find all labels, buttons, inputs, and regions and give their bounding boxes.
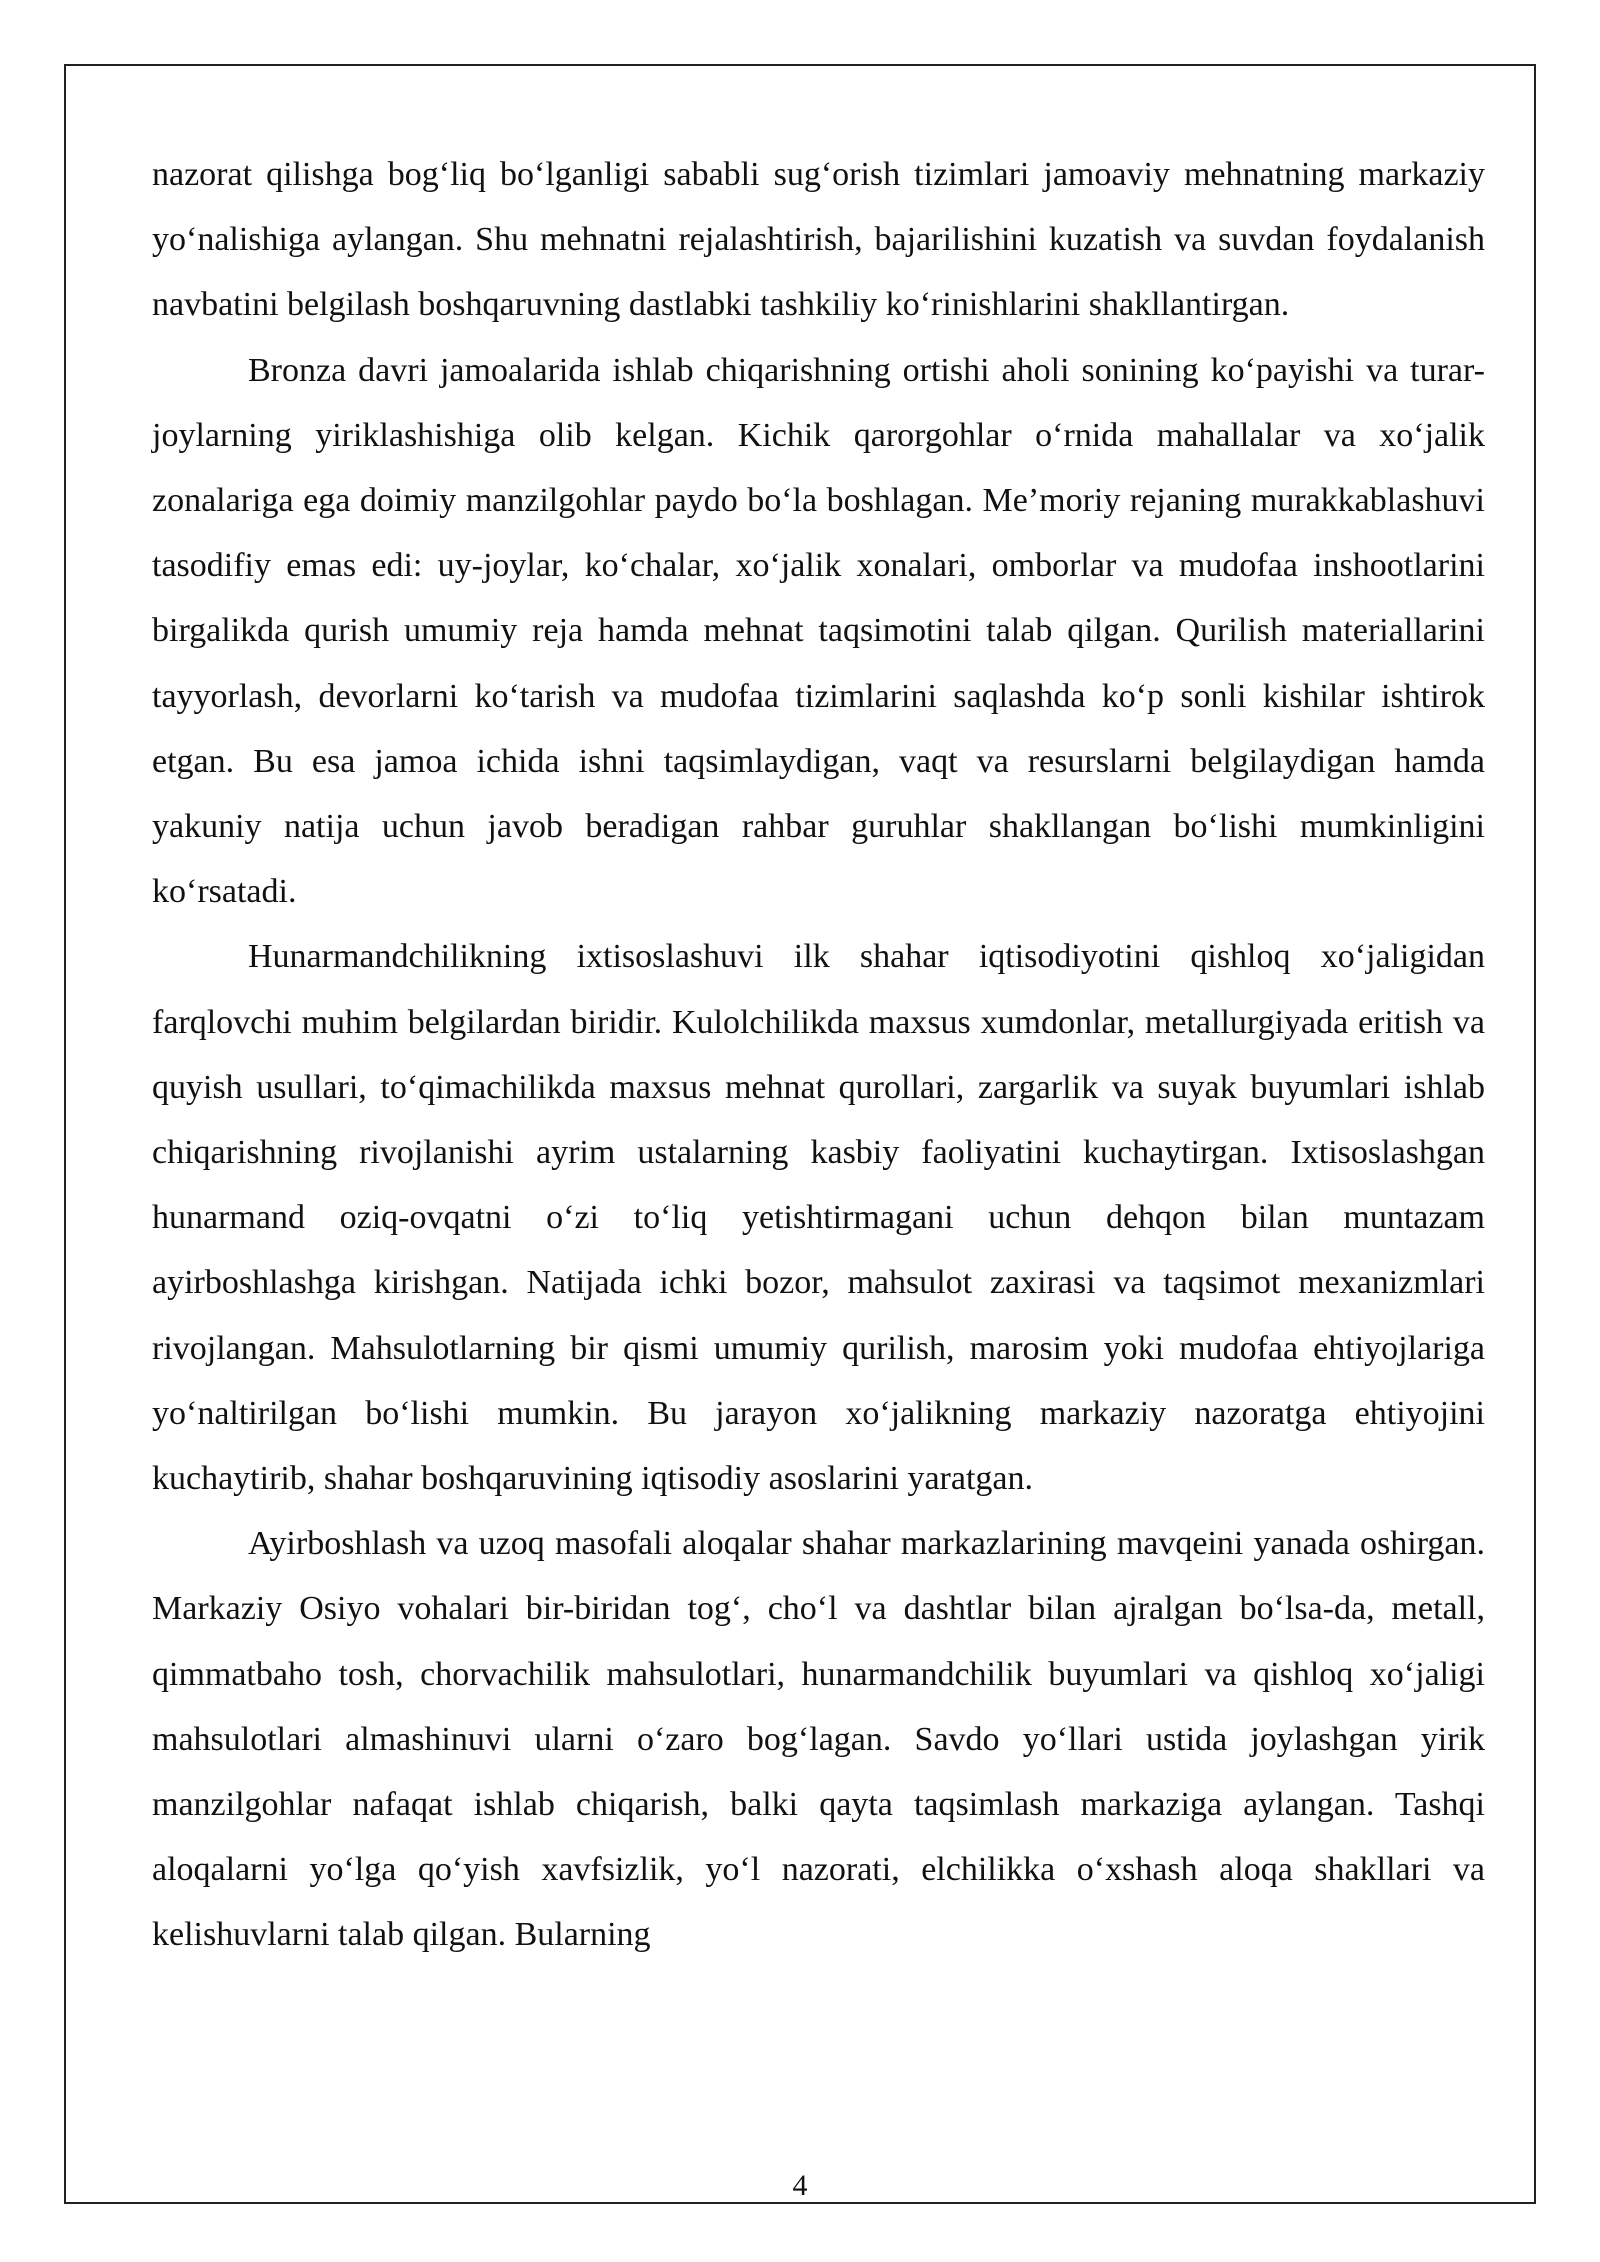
page-number: 4 [792,2169,808,2202]
paragraph-craft-specialization: Hunarmandchilikning ixtisoslashuvi ilk shahar iqtisodiyotini qishloq xo‘jaligidan farqlovchi muhim belgilardan biridir. Kulolchilikda maxsus xumdonlar, metallurgiyada eritish va quyish usullari, to‘qimachilikda maxsus mehnat qurollari, zargarlik va suyak buyumlari ishlab chiqarishning rivojlanishi ayrim ustalarning kasbiy faoliyatini kuchaytirgan. Ixtisoslashgan hunarmand oziq-ovqatni o‘zi to‘liq yetishtirmagani uchun dehqon bilan muntazam ayirboshlashga kirishgan. Natijada ichki bozor, mahsulot zaxirasi va taqsimot mexanizmlari rivojlangan. Mahsulotlarning bir qismi umumiy qurilish, marosim yoki mudofaa ehtiyojlariga yo‘naltirilgan bo‘lishi mumkin. Bu jarayon xo‘jalikning markaziy nazoratga ehtiyojini kuchaytirib, shahar boshqaruvining iqtisodiy asoslarini yaratgan. [152,938,1485,1498]
paragraph-continuation: nazorat qilishga bog‘liq bo‘lganligi sababli sug‘orish tizimlari jamoaviy mehnatning markaziy yo‘nalishiga aylangan. Shu mehnatni rejalashtirish, bajarilishini kuzatish va suvdan foydalanish navbatini belgilash boshqaruvning dastlabki tashkiliy ko‘rinishlarini shakllantirgan. [152,156,1485,324]
paragraph-bronze-age-settlements: Bronza davri jamoalarida ishlab chiqarishning ortishi aholi sonining ko‘payishi va turar-joylarning yiriklashishiga olib kelgan. Kichik qarorgohlar o‘rnida mahallalar va xo‘jalik zonalariga ega doimiy manzilgohlar paydo bo‘la boshlagan. Me’moriy rejaning murakkablashuvi tasodifiy emas edi: uy-joylar, ko‘chalar, xo‘jalik xonalari, omborlar va mudofaa inshootlarini birgalikda qurish umumiy reja hamda mehnat taqsimotini talab qilgan. Qurilish materiallarini tayyorlash, devorlarni ko‘tarish va mudofaa tizimlarini saqlashda ko‘p sonli kishilar ishtirok etgan. Bu esa jamoa ichida ishni taqsimlaydigan, vaqt va resurslarni belgilaydigan hamda yakuniy natija uchun javob beradigan rahbar guruhlar shakllangan bo‘lishi mumkinligini ko‘rsatadi. [152,351,1485,911]
paragraph-exchange-and-trade: Ayirboshlash va uzoq masofali aloqalar shahar markazlarining mavqeini yanada oshirgan. Markaziy Osiyo vohalari bir-biridan tog‘, cho‘l va dashtlar bilan ajralgan bo‘lsa-da, metall, qimmatbaho tosh, chorvachilik mahsulotlari, hunarmandchilik buyumlari va qishloq xo‘jaligi mahsulotlari almashinuvi ularni o‘zaro bog‘lagan. Savdo yo‘llari ustida joylashgan yirik manzilgohlar nafaqat ishlab chiqarish, balki qayta taqsimlash markaziga aylangan. Tashqi aloqalarni yo‘lga qo‘yish xavfsizlik, yo‘l nazorati, elchilikka o‘xshash aloqa shakllari va kelishuvlarni talab qilgan. Bularning [152,1525,1485,1954]
body-text [152,142,1485,1968]
